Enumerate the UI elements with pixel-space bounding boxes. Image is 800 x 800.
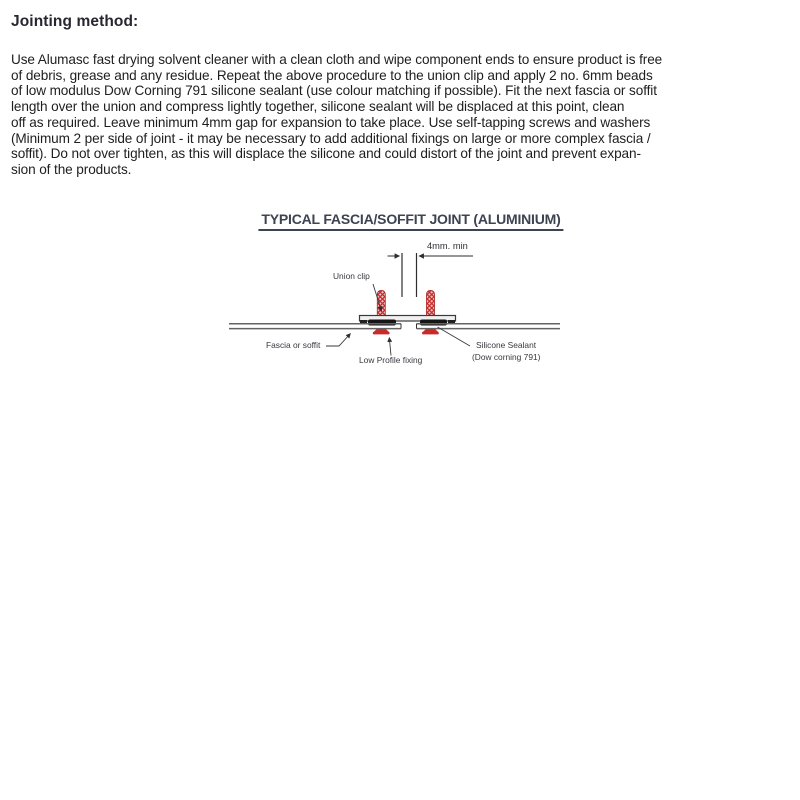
paragraph-line: (Minimum 2 per side of joint - it may be necessary to add additional fixings on large or more complex fascia / — [11, 130, 651, 146]
paragraph-line: of debris, grease and any residue. Repeat the above procedure to the union clip and apply 2 no. 6mm beads — [11, 67, 653, 83]
fascia-panels — [229, 324, 560, 329]
silicone-sealant-sublabel: (Dow corning 791) — [472, 352, 541, 362]
paragraph-line: of low modulus Dow Corning 791 silicone sealant (use colour matching if possible). Fit the next fascia or soffit — [11, 83, 657, 99]
low-profile-fixing-label: Low Profile fixing — [359, 355, 423, 365]
diagram-title: TYPICAL FASCIA/SOFFIT JOINT (ALUMINIUM) — [258, 211, 563, 231]
sealant-bead-right — [420, 320, 447, 326]
screw-left-icon — [373, 291, 390, 335]
page-title: Jointing method: — [11, 13, 139, 30]
paragraph-line: off as required. Leave minimum 4mm gap for expansion to take place. Use self-tapping screws and washers — [11, 114, 651, 130]
fascia-or-soffit-label: Fascia or soffit — [266, 340, 321, 350]
paragraph-line: sion of the products. — [11, 161, 132, 177]
gap-dimension-label: 4mm. min — [427, 241, 468, 251]
jointing-method-paragraph — [11, 52, 662, 178]
paragraph-line: soffit). Do not over tighten, as this will displace the silicone and could distort of the joint and prevent expan- — [11, 146, 641, 162]
silicone-sealant-label: Silicone Sealant — [476, 340, 537, 350]
gap-guide-lines — [402, 253, 417, 297]
paragraph-line: Use Alumasc fast drying solvent cleaner with a clean cloth and wipe component ends to ensure product is free — [11, 52, 663, 67]
union-clip-label: Union clip — [333, 271, 370, 281]
fascia-soffit-joint-diagram — [0, 200, 800, 380]
screw-right-icon — [422, 291, 439, 335]
sealant-bead-left — [368, 320, 396, 326]
paragraph-line: length over the union and compress lightly together, silicone sealant will be displaced at this point, clean — [11, 99, 625, 115]
